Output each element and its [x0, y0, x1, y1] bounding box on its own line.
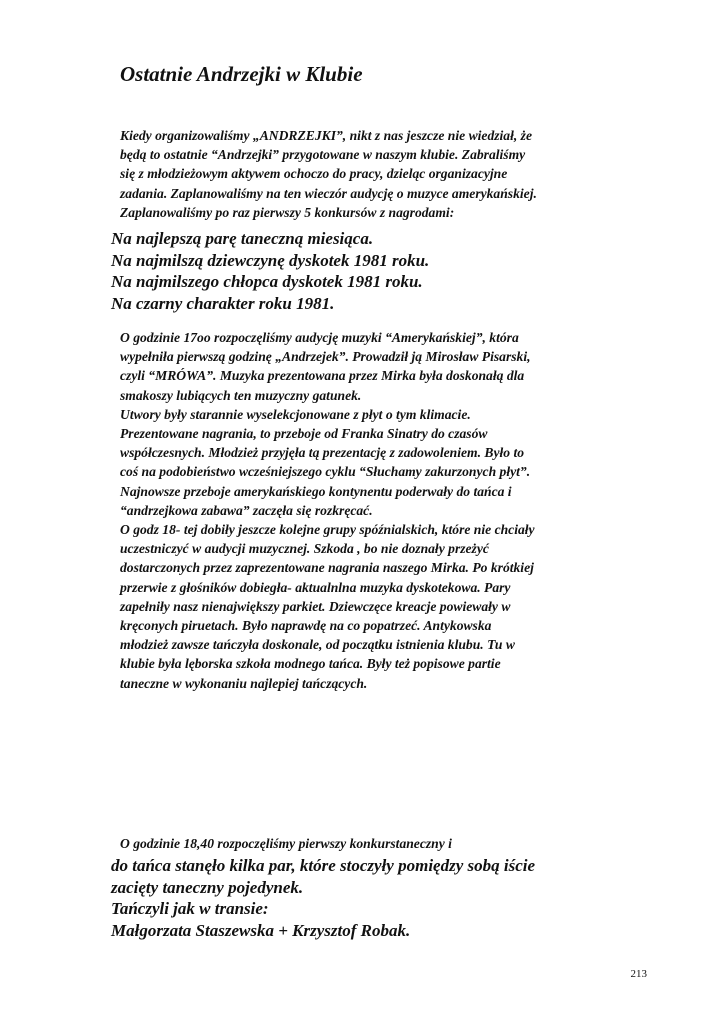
- intro-line: się z młodzieżowym aktywem ochoczo do pracy, dzieląc organizacyjne: [120, 166, 508, 182]
- body-line: “andrzejkowa zabawa” zaczęła się rozkręcać.: [120, 502, 373, 518]
- contest-intro-line: [120, 834, 452, 853]
- body-line: młodzież zawsze tańczyła doskonale, od początku istnienia klubu. Tu w: [120, 637, 515, 653]
- page-number: 213: [630, 968, 647, 980]
- body-line: Najnowsze przeboje amerykańskiego kontynentu poderwały do tańca i: [120, 483, 512, 499]
- contest-paragraph: [111, 855, 535, 941]
- body-line: O godzinie 17oo rozpoczęliśmy audycję muzyki “Amerykańskiej”, która: [120, 330, 519, 345]
- intro-line: będą to ostatnie “Andrzejki” przygotowane w naszym klubie. Zabraliśmy: [120, 147, 526, 163]
- body-line: taneczne w wykonaniu najlepiej tańczących.: [120, 675, 368, 691]
- body-paragraph: [120, 328, 535, 693]
- body-line: dostarczonych przez zaprezentowane nagrania naszego Mirka. Po krótkiej: [120, 560, 534, 576]
- prize-item: Na najmilszą dziewczynę dyskotek 1981 roku.: [111, 250, 430, 270]
- contest-line: do tańca stanęło kilka par, które stoczyły pomiędzy sobą iście: [111, 856, 536, 875]
- body-line: coś na podobieństwo wcześniejszego cyklu “Słuchamy zakurzonych płyt”.: [120, 464, 531, 480]
- contest-line: Tańczyli jak w transie:: [111, 899, 269, 918]
- body-line: Prezentowane nagrania, to przeboje od Franka Sinatry do czasów: [120, 426, 488, 442]
- body-line: wypełniła pierwszą godzinę „Andrzejek”. Prowadził ją Mirosław Pisarski,: [120, 349, 531, 365]
- body-line: smakoszy lubiących ten muzyczny gatunek.: [120, 387, 362, 403]
- body-line: przerwie z głośników dobiegła- aktualnlna muzyka dyskotekowa. Pary: [120, 579, 511, 595]
- body-line: kręconych piruetach. Było naprawdę na co popatrzeć. Antykowska: [120, 618, 492, 634]
- body-line: uczestniczyć w audycji muzycznej. Szkoda , bo nie doznały przeżyć: [120, 541, 489, 557]
- prize-item: Na najmilszego chłopca dyskotek 1981 roku.: [111, 272, 423, 291]
- body-line: Utwory były starannie wyselekcjonowane z płyt o tym klimacie.: [120, 406, 471, 422]
- contest-line: Małgorzata Staszewska + Krzysztof Robak.: [111, 920, 411, 940]
- intro-line: Kiedy organizowaliśmy „ANDRZEJKI”, nikt z nas jeszcze nie wiedział, że: [120, 128, 533, 143]
- intro-line: zadania. Zaplanowaliśmy na ten wieczór audycję o muzyce amerykańskiej.: [120, 185, 537, 201]
- intro-paragraph: [120, 126, 537, 222]
- page-title: Ostatnie Andrzejki w Klubie: [120, 62, 363, 86]
- body-line: czyli “MRÓWA”. Muzyka prezentowana przez Mirka była doskonałą dla: [120, 368, 525, 384]
- body-line: zapełniły nasz nienajwiększy parkiet. Dziewczęce kreacje powiewały w: [120, 598, 511, 614]
- prize-list: [111, 228, 429, 314]
- intro-line: Zaplanowaliśmy po raz pierwszy 5 konkursów z nagrodami:: [120, 204, 455, 220]
- body-line: współczesnych. Młodzież przyjęła tą prezentację z zadowoleniem. Było to: [120, 445, 525, 461]
- prize-item: Na najlepszą parę taneczną miesiąca.: [111, 229, 374, 248]
- contest-line: zacięty taneczny pojedynek.: [111, 877, 304, 897]
- prize-item: Na czarny charakter roku 1981.: [111, 293, 335, 313]
- contest-intro-text: O godzinie 18,40 rozpoczęliśmy pierwszy konkurstaneczny i: [120, 836, 452, 851]
- body-line: klubie była lęborska szkoła modnego tańca. Były też popisowe partie: [120, 656, 501, 672]
- body-line: O godz 18- tej dobiły jeszcze kolejne grupy spóźnialskich, które nie chciały: [120, 522, 535, 538]
